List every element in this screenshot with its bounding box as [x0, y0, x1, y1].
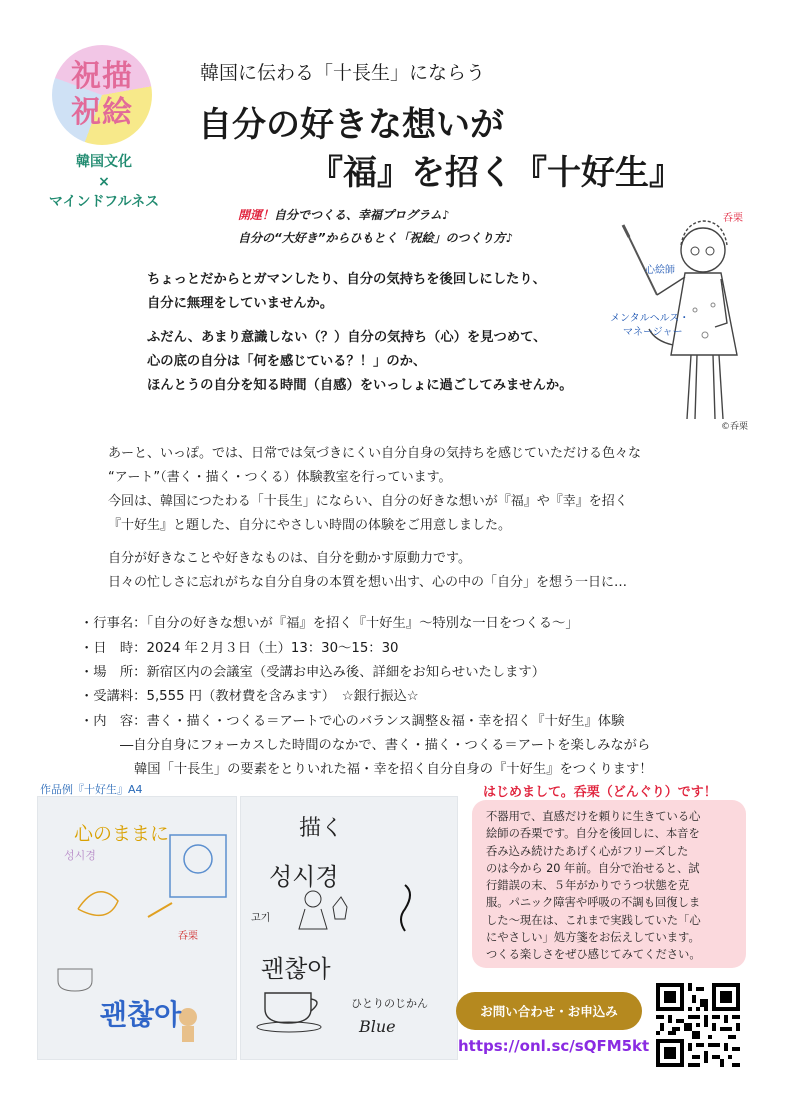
logo-sub3: マインドフルネス: [48, 194, 160, 210]
tagline-1-red: 開運！: [238, 208, 275, 222]
profile-line: 服。パニック障害や呼吸の不調も回復しま: [486, 896, 701, 910]
sample-left-hangul: 괜찮아: [100, 998, 182, 1031]
detail-content-3: 韓国「十長生」の要素をとりいれた福・幸を招く自分自身の『十好生』をつくります！: [134, 762, 653, 777]
detail-content: ・内 容：書く・描く・つくる＝アートで心のバランス調整＆福・幸を招く『十好生』体験: [80, 714, 625, 729]
subtitle: 韓国に伝わる「十長生」にならう: [200, 62, 486, 84]
intro-line: ほんとうの自分を知る時間（自感）をいっしょに過ごしてみませんか。: [147, 378, 573, 393]
intro-line: ふだん、あまり意識しない（？）自分の気持ち（心）を見つめて、: [147, 330, 547, 345]
sample-label: 作品例『十好生』A4: [40, 783, 143, 796]
contact-url-link[interactable]: https://onl.sc/sQFM5kt: [458, 1037, 650, 1055]
body-line: 日々の忙しさに忘れがちな自分自身の本質を想い出す、心の中の「自分」を想う一日に…: [108, 575, 627, 590]
sample-photo-right: [240, 796, 458, 1060]
body-line: あーと、いっぽ。では、日常では気づきにくい自分自身の気持ちを感じていただける色々な: [108, 446, 642, 461]
contact-button[interactable]: お問い合わせ・お申込み: [456, 992, 642, 1030]
intro-line: ちょっとだからとガマンしたり、自分の気持ちを後回しにしたり、: [147, 272, 546, 287]
sample-right-caption: ひとりのじかん: [351, 997, 428, 1010]
profile-heading: はじめまして。呑栗（どんぐり）です！: [483, 785, 717, 800]
logo-sub1: 韓国文化: [76, 154, 132, 170]
role-label-1: 心絵師: [645, 265, 675, 276]
sample-right-hangul2: 괜찮아: [261, 955, 331, 983]
artist-illustration: [610, 205, 775, 435]
sample-left-text: 心のままに: [74, 823, 170, 845]
profile-line: した～現在は、これまで実践していた「心: [486, 913, 701, 927]
artist-name-label: 呑栗: [723, 213, 743, 224]
detail-fee: ・受講料：5,555 円（教材費を含みます） ☆銀行振込☆: [80, 689, 419, 704]
role-label-2: メンタルヘルス・: [610, 313, 690, 324]
sample-right-word1: 고기: [251, 913, 271, 924]
profile-line: つくる楽しさをぜひ感じてみてください。: [486, 948, 701, 962]
body-line: 今回は、韓国につたわる「十長生」にならい、自分の好きな想いが『福』や『幸』を招く: [108, 494, 628, 509]
logo-sub2: ×: [98, 174, 110, 190]
sample-right-blue: Blue: [359, 1017, 396, 1036]
logo-bottom-text: 祝絵: [71, 95, 133, 130]
sample-left-small: 성시경: [64, 849, 96, 862]
detail-content-2: ―自分自身にフォーカスした時間のなかで、書く・描く・つくる＝アートを楽しみながら: [120, 738, 651, 753]
qr-code[interactable]: [656, 983, 740, 1067]
profile-box: [472, 800, 746, 968]
tagline-1: [238, 206, 450, 223]
detail-place: ・場 所：新宿区内の会議室（受講お申込み後、詳細をお知らせいたします）: [80, 665, 545, 680]
body-line: “アート”（書く・描く・つくる）体験教室を行っています。: [108, 470, 452, 485]
detail-datetime: ・日 時：2024 年２月３日（土）13：30～15：30: [80, 641, 399, 656]
logo-top-text: 祝描: [71, 59, 133, 94]
logo-subtitle: [28, 152, 180, 212]
profile-line: 呑み込み続けたあげく心がフリーズした: [486, 844, 689, 858]
logo: [52, 45, 152, 145]
profile-line: 不器用で、直感だけを頼りに生きている心: [486, 810, 701, 823]
body-line: 『十好生』と題した、自分にやさしい時間の体験をご用意しました。: [108, 518, 512, 533]
qr-code-icon: [656, 983, 740, 1067]
sample-photo-left: [37, 796, 237, 1060]
intro-line: 心の底の自分は「何を感じている？！」のか、: [147, 354, 427, 369]
sample-right-hangul1: 성시경: [269, 863, 339, 891]
body-line: 自分が好きなことや好きなものは、自分を動かす原動力です。: [108, 551, 471, 566]
intro-line: 自分に無理をしていませんか。: [147, 296, 334, 311]
detail-event-name: ・行事名：「自分の好きな想いが『福』を招く『十好生』～特別な一日をつくる～」: [80, 616, 579, 631]
profile-line: 行錯誤の末、５年がかりでうつ状態を克: [486, 879, 690, 893]
profile-line: のは今から 20 年前。自分で治せると、試: [486, 861, 700, 875]
sample-right-top: 描く: [299, 816, 344, 841]
profile-line: にやさしい」処方箋をお伝えしています。: [486, 931, 700, 945]
sample-left-sign: 呑栗: [178, 931, 198, 942]
profile-line: 絵師の呑栗です。自分を後回しに、本音を: [486, 827, 700, 841]
role-label-3: マネージャー: [623, 327, 683, 338]
copyright: ©呑栗: [721, 422, 749, 432]
title-line2: 『福』を招く『十好生』: [309, 153, 683, 193]
tagline-2: 自分の“大好き”からひもとく「祝絵」のつくり方♪: [238, 231, 514, 245]
sample-right-drawing: [241, 797, 457, 1059]
tagline-1-rest: 自分でつくる、幸福プログラム♪: [274, 208, 450, 222]
title-line1: 自分の好きな想いが: [198, 105, 504, 145]
